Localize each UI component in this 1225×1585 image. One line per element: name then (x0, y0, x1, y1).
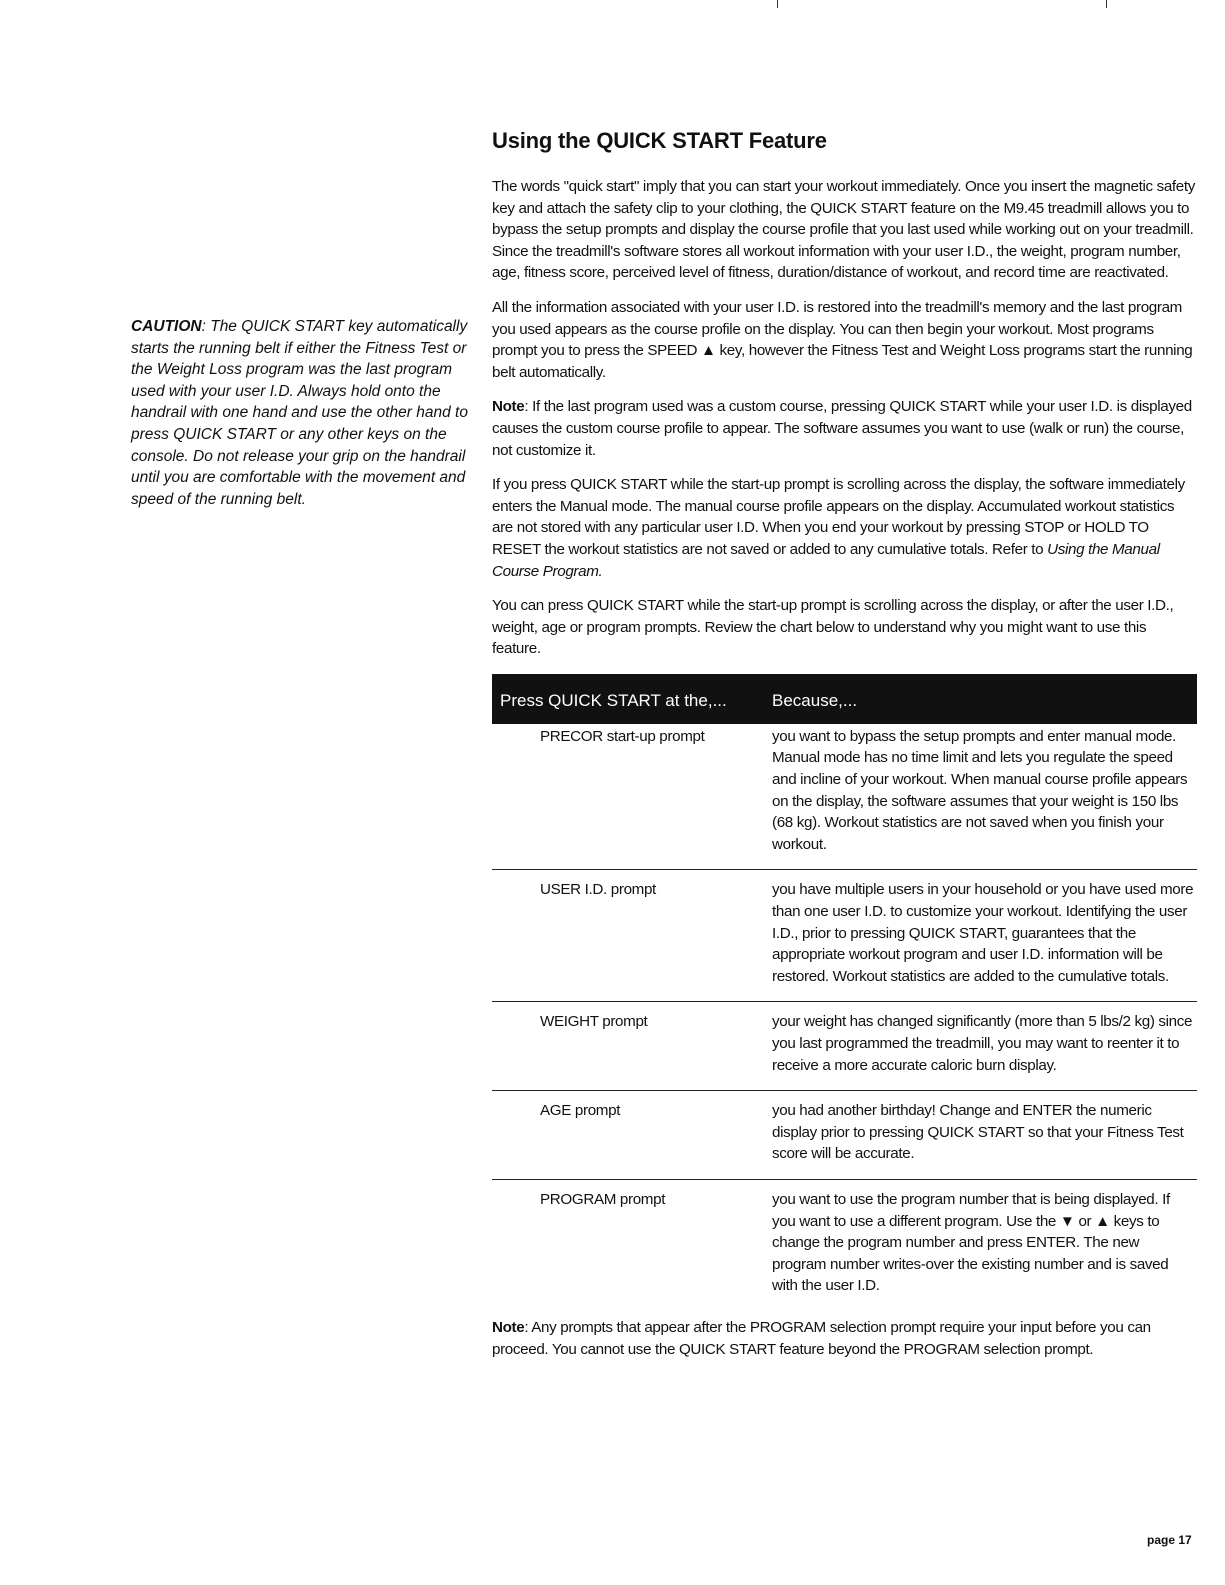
caution-label: CAUTION (131, 318, 202, 335)
table-header-row (492, 674, 1197, 724)
paragraph-restore (492, 297, 1197, 383)
table-row (492, 724, 1197, 870)
note-custom-course (492, 396, 1197, 461)
scan-tick-mark (777, 0, 778, 8)
caution-sidebar (131, 316, 471, 510)
quick-start-table (492, 674, 1197, 1311)
table-row (492, 1091, 1197, 1180)
table-cell-reason: you had another birthday! Change and ENTER the numeric display prior to pressing QUICK START so that your Fitness Test score will be accurate. (764, 1091, 1197, 1180)
note-label: Note (492, 1318, 525, 1336)
table-cell-reason: you want to use the program number that is being displayed. If you want to use a different program. Use the ▼ or ▲ keys to change the program number and press ENTER. The new program number writes-over the existing number and is saved with the user I.D. (764, 1179, 1197, 1310)
table-cell-prompt: AGE prompt (492, 1091, 764, 1180)
scan-tick-mark (1106, 0, 1107, 8)
table-cell-prompt: PROGRAM prompt (492, 1179, 764, 1310)
paragraph-manual-mode (492, 474, 1197, 582)
manual-course-reference: Using the Manual Course Program. (492, 540, 1160, 580)
paragraph-chart-intro-text: You can press QUICK START while the start-up prompt is scrolling across the display, or after the user I.D., weight, age or program prompts. Review the chart below to understand why you might want to use this feature. (492, 597, 1174, 658)
table-cell-reason: your weight has changed significantly (more than 5 lbs/2 kg) since you last programmed the treadmill, you may want to reenter it to receive a more accurate caloric burn display. (764, 1002, 1197, 1091)
paragraph-chart-intro (492, 595, 1197, 660)
table-row (492, 1002, 1197, 1091)
paragraph-restore-text: All the information associated with your user I.D. is restored into the treadmill's memory and the last program you used appears as the course profile on the display. You can then begin your workout. Most programs prompt you to press the SPEED ▲ key, however the Fitness Test and Weight Loss programs start the running belt automatically. (492, 298, 1193, 381)
table-cell-reason: you want to bypass the setup prompts and enter manual mode. Manual mode has no time limit and lets you regulate the speed and incline of your workout. When manual course profile appears on the display, the software assumes that your weight is 150 lbs (68 kg). Workout statistics are not saved when you finish your workout. (772, 727, 1188, 853)
paragraph-intro-text: The words "quick start" imply that you can start your workout immediately. Once you insert the magnetic safety key and attach the safety clip to your clothing, the QUICK START feature on the M9.45 treadmill allows you to bypass the setup prompts and display the course profile that you last used while working out on your treadmill. Since the treadmill's software stores all workout information with your user I.D., the weight, program number, age, fitness score, perceived level of fitness, duration/distance of workout, and record time are reactivated. (492, 178, 1195, 282)
paragraph-intro (492, 176, 1197, 284)
main-column (492, 128, 1197, 1373)
section-heading: Using the QUICK START Feature (492, 128, 827, 153)
table-header-because: Because,... (764, 674, 1197, 724)
table-header-press: Press QUICK START at the,... (492, 674, 764, 724)
note-program-prompt-text: : Any prompts that appear after the PROGRAM selection prompt require your input before you can proceed. You cannot use the QUICK START feature beyond the PROGRAM selection prompt. (492, 1318, 1151, 1358)
table-row (492, 870, 1197, 1002)
paragraph-manual-mode-text: If you press QUICK START while the start-up prompt is scrolling across the display, the software immediately enters the Manual mode. The manual course profile appears on the display. Accumulated workout statistics are not stored with any particular user I.D. When you end your workout by pressing STOP or HOLD TO RESET the workout statistics are not saved or added to any cumulative totals. Refer to (492, 476, 1185, 558)
table-cell-prompt: WEIGHT prompt (492, 1002, 764, 1091)
note-program-prompt (492, 1317, 1197, 1360)
page-number: page 17 (1147, 1533, 1192, 1547)
note-custom-course-text: : If the last program used was a custom course, pressing QUICK START while your user I.D. is displayed causes the custom course profile to appear. The software assumes you want to use (walk or run) the course, not customize it. (492, 398, 1192, 459)
note-label: Note (492, 398, 525, 416)
table-cell-prompt: USER I.D. prompt (492, 870, 764, 1002)
table-cell-reason: you have multiple users in your household or you have used more than one user I.D. to customize your workout. Identifying the user I.D., prior to pressing QUICK START, guarantees that the appropriate workout program and user I.D. information will be restored. Workout statistics are added to the cumulative totals. (764, 870, 1197, 1002)
caution-text: : The QUICK START key automatically starts the running belt if either the Fitness Test or the Weight Loss program was the last program used with your user I.D. Always hold onto the handrail with one hand and use the other hand to press QUICK START or any other keys on the console. Do not release your grip on the handrail until you are comfortable with the movement and speed of the running belt. (131, 318, 468, 508)
table-row (492, 1179, 1197, 1310)
table-cell-prompt: PRECOR start-up prompt (540, 727, 705, 745)
